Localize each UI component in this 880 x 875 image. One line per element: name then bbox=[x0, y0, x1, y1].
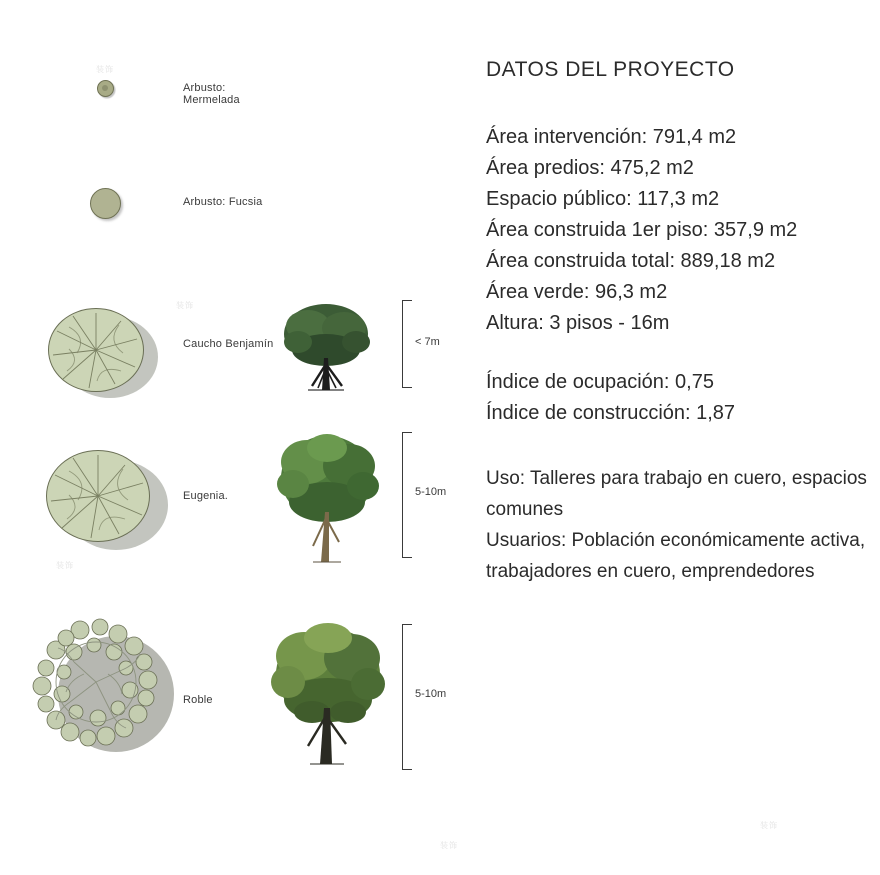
users-description: Usuarios: Población económicamente activa, trabajadores en cuero, emprendedores bbox=[486, 530, 866, 582]
watermark: 装饰 bbox=[440, 841, 458, 850]
tree-elevation-eugenia bbox=[255, 422, 400, 572]
legend-item-label: Roble bbox=[183, 694, 213, 706]
canopy-veins-icon bbox=[47, 451, 149, 541]
metric-espacio-publico: Espacio público: 117,3 m2 bbox=[486, 188, 720, 210]
legend-item-label: Caucho Benjamín bbox=[183, 338, 274, 350]
height-bracket bbox=[402, 300, 412, 388]
tree-elevation-roble bbox=[255, 612, 400, 772]
metric-altura: Altura: 3 pisos - 16m bbox=[486, 312, 670, 334]
legend-item-label: Arbusto: Fucsia bbox=[183, 196, 263, 208]
watermark: 装饰 bbox=[760, 821, 778, 830]
index-ocupacion: Índice de ocupación: 0,75 bbox=[486, 371, 714, 393]
height-bracket bbox=[402, 432, 412, 558]
metric-area-predios: Área predios: 475,2 m2 bbox=[486, 157, 694, 179]
oak-canopy-plan-icon bbox=[14, 612, 189, 772]
tree-canopy-plan-icon bbox=[30, 300, 180, 410]
page-title: DATOS DEL PROYECTO bbox=[486, 58, 735, 81]
project-data-panel bbox=[486, 58, 876, 587]
metric-area-construida-primer-piso: Área construida 1er piso: 357,9 m2 bbox=[486, 219, 798, 241]
canopy-veins-icon bbox=[49, 309, 143, 391]
height-label: < 7m bbox=[415, 336, 440, 348]
spacer bbox=[486, 429, 876, 463]
shrub-small-plan-icon bbox=[30, 80, 180, 97]
legend-item-label: Arbusto: Mermelada bbox=[183, 82, 240, 106]
oak-tree-icon bbox=[260, 612, 395, 772]
index-construccion: Índice de construcción: 1,87 bbox=[486, 402, 736, 424]
oak-canopy-drawing-icon bbox=[14, 612, 189, 772]
ficus-benjamina-icon bbox=[268, 298, 388, 398]
tree-canopy-plan-icon bbox=[30, 438, 180, 548]
spacer bbox=[486, 339, 876, 367]
metric-area-intervention: Área intervención: 791,4 m2 bbox=[486, 126, 737, 148]
watermark: 装饰 bbox=[56, 561, 74, 570]
metric-area-verde: Área verde: 96,3 m2 bbox=[486, 281, 668, 303]
usage-description: Uso: Talleres para trabajo en cuero, espacios comunes bbox=[486, 468, 867, 520]
metric-area-construida-total: Área construida total: 889,18 m2 bbox=[486, 250, 776, 272]
shrub-medium-plan-icon bbox=[30, 188, 180, 219]
height-bracket bbox=[402, 624, 412, 770]
height-label: 5-10m bbox=[415, 486, 447, 498]
tree-elevation-benjamina bbox=[255, 298, 400, 398]
eugenia-tree-icon bbox=[263, 422, 393, 572]
watermark: 装饰 bbox=[96, 65, 114, 74]
height-label: 5-10m bbox=[415, 688, 447, 700]
legend-item-label: Eugenia. bbox=[183, 490, 229, 502]
watermark: 装饰 bbox=[176, 301, 194, 310]
